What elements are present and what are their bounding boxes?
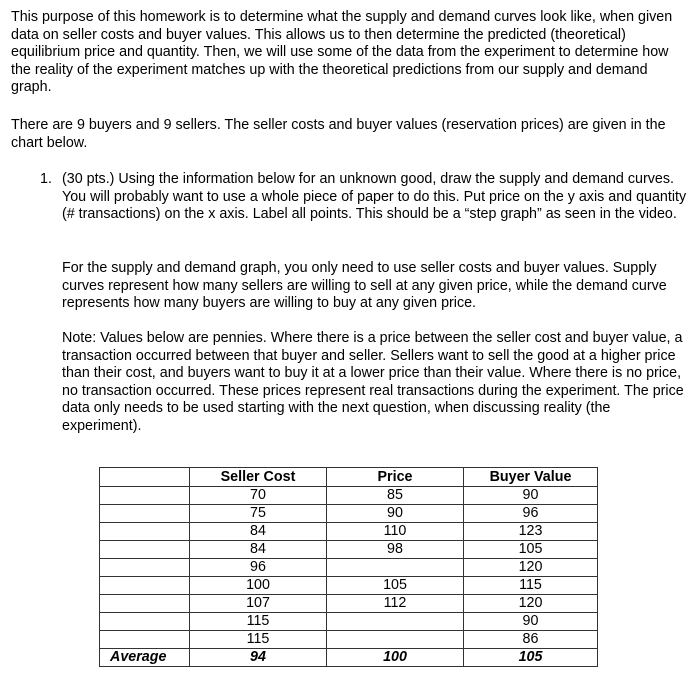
header-price: Price (327, 468, 464, 487)
seller-cost-cell: 96 (190, 559, 327, 577)
buyer-value-cell: 115 (464, 577, 598, 595)
table-row (100, 631, 598, 649)
seller-buyer-table (99, 467, 598, 667)
row-label (100, 487, 190, 505)
values-note: Note: Values below are pennies. Where there is a price between the seller cost and buyer value, a transaction occurred between that buyer and seller. Sellers want to sell the good at a higher price than their cost, and buyers want to buy it at a lower price than their value. Where there is no price, no transaction occurred. These prices represent real transactions during the experiment. The price data only needs to be used starting with the next question, when discussing reality (the experiment). (62, 330, 684, 434)
price-cell (327, 613, 464, 631)
buyer-value-cell: 120 (464, 595, 598, 613)
table-header-row (100, 468, 598, 487)
header-blank (100, 468, 190, 487)
table-row (100, 505, 598, 523)
seller-cost-cell: 75 (190, 505, 327, 523)
seller-cost-cell: 115 (190, 631, 327, 649)
buyer-value-cell: 90 (464, 487, 598, 505)
row-label (100, 595, 190, 613)
price-cell (327, 631, 464, 649)
price-cell: 112 (327, 595, 464, 613)
average-row (100, 649, 598, 667)
table-row (100, 523, 598, 541)
table-row (100, 541, 598, 559)
question-prompt: (30 pts.) Using the information below for an unknown good, draw the supply and demand curves. You will probably want to use a whole piece of paper to do this. Put price on the y axis and quantity (# transactions) on the x axis. Label all points. This should be a “step graph” as seen in the video. (62, 171, 687, 222)
average-price: 100 (327, 649, 464, 667)
price-cell: 85 (327, 487, 464, 505)
row-label (100, 577, 190, 595)
row-label (100, 613, 190, 631)
buyers-sellers-paragraph: There are 9 buyers and 9 sellers. The seller costs and buyer values (reservation prices) are given in the chart below. (11, 117, 666, 151)
buyer-value-cell: 86 (464, 631, 598, 649)
price-cell: 110 (327, 523, 464, 541)
price-cell: 90 (327, 505, 464, 523)
buyer-value-cell: 123 (464, 523, 598, 541)
average-seller-cost: 94 (190, 649, 327, 667)
buyer-value-cell: 90 (464, 613, 598, 631)
seller-cost-cell: 84 (190, 523, 327, 541)
intro-paragraph: This purpose of this homework is to determine what the supply and demand curves look like, when given data on seller costs and buyer values. This allows us to then determine the predicted (theoretical) equilibrium price and quantity. Then, we will use some of the data from the experiment to determine how the reality of the experiment matches up with the theoretical predictions from our supply and demand graph. (11, 9, 673, 95)
header-seller-cost: Seller Cost (190, 468, 327, 487)
table-row (100, 577, 598, 595)
row-label (100, 505, 190, 523)
table-row (100, 613, 598, 631)
seller-cost-cell: 84 (190, 541, 327, 559)
table-row (100, 559, 598, 577)
row-label (100, 559, 190, 577)
seller-cost-cell: 107 (190, 595, 327, 613)
buyer-value-cell: 96 (464, 505, 598, 523)
seller-cost-cell: 70 (190, 487, 327, 505)
average-buyer-value: 105 (464, 649, 598, 667)
seller-cost-cell: 115 (190, 613, 327, 631)
row-label (100, 541, 190, 559)
table-row (100, 595, 598, 613)
header-buyer-value: Buyer Value (464, 468, 598, 487)
average-label: Average (100, 649, 190, 667)
price-cell: 105 (327, 577, 464, 595)
buyer-value-cell: 120 (464, 559, 598, 577)
table-row (100, 487, 598, 505)
price-cell (327, 559, 464, 577)
question-number: 1. (40, 171, 52, 187)
row-label (100, 631, 190, 649)
buyer-value-cell: 105 (464, 541, 598, 559)
price-cell: 98 (327, 541, 464, 559)
row-label (100, 523, 190, 541)
seller-cost-cell: 100 (190, 577, 327, 595)
graph-instructions: For the supply and demand graph, you only need to use seller costs and buyer values. Supply curves represent how many sellers are willing to sell at any given price, while the demand curve represents how many buyers are willing to buy at any given price. (62, 260, 667, 311)
